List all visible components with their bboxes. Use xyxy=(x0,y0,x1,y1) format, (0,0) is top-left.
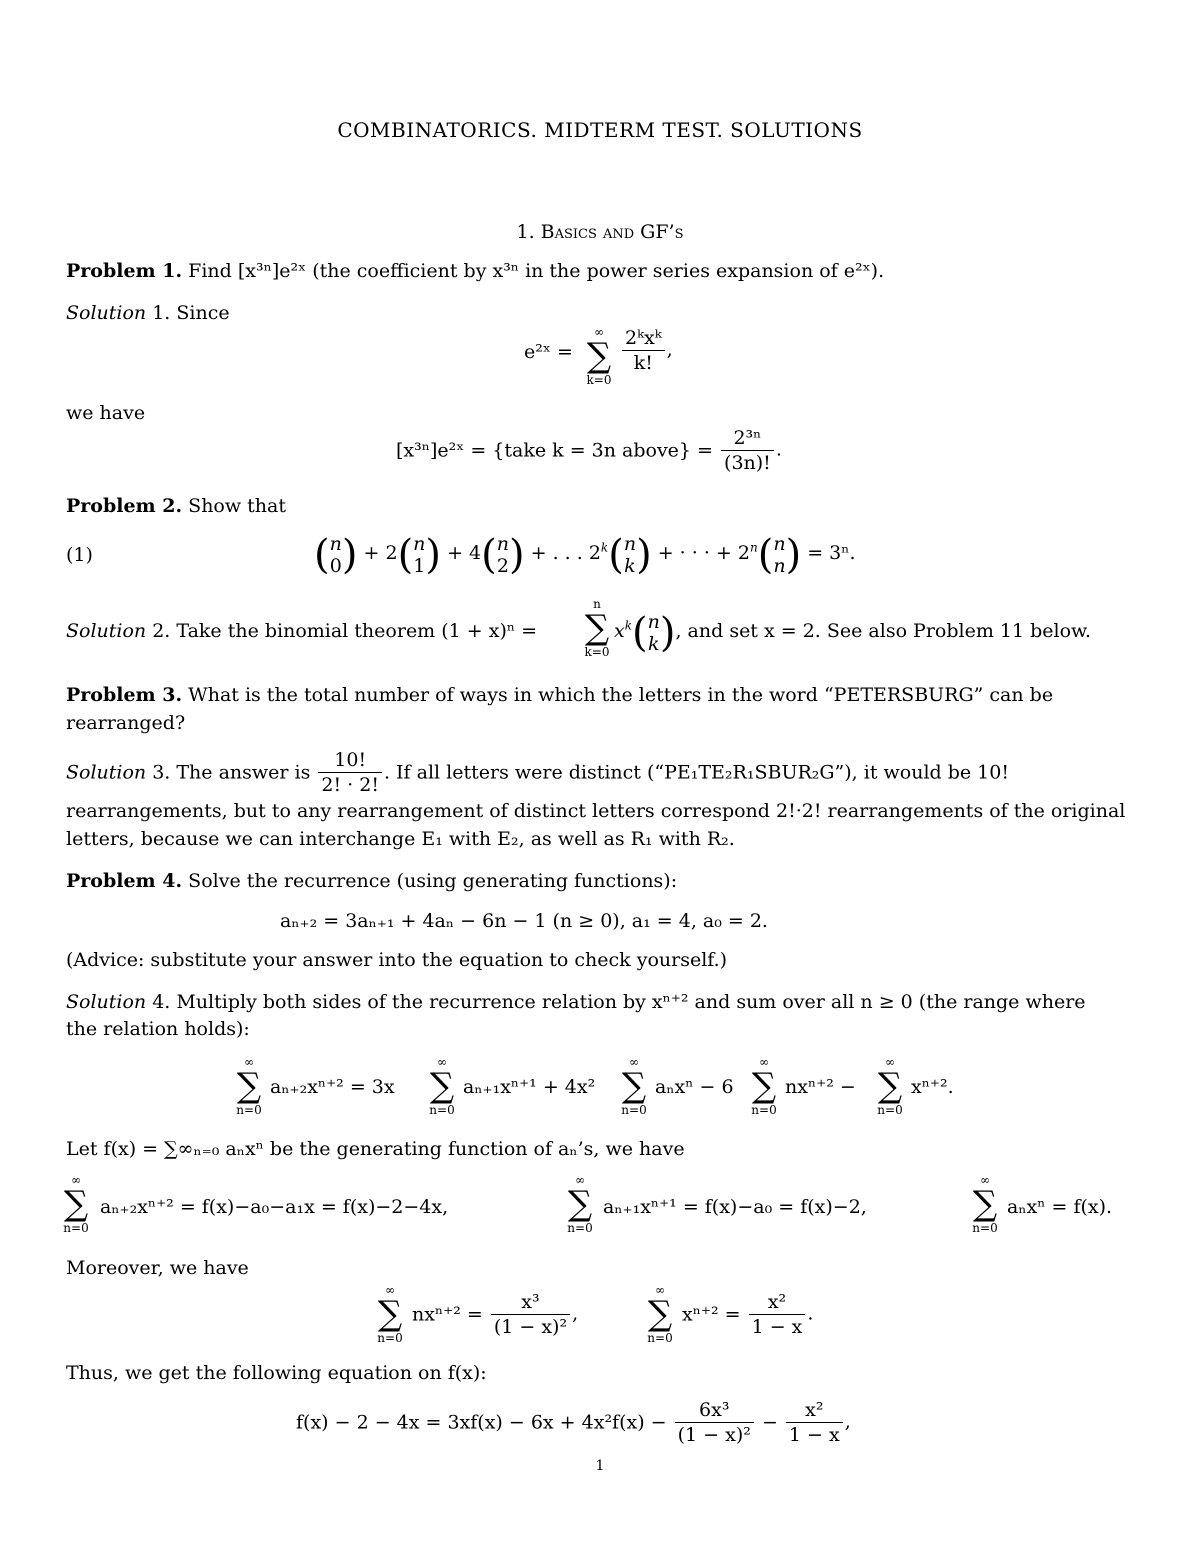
problem-1-text: Find [x³ⁿ]e²ˣ (the coefficient by x³ⁿ in the power series expansion of e²ˣ). xyxy=(188,260,885,282)
moreover-text: Moreover, we have xyxy=(66,1257,249,1279)
problem-3-cont: rearranged? xyxy=(66,712,186,734)
sum-symbol: ∞ ∑ n=0 xyxy=(567,1173,593,1235)
problem-2: Problem 2. Show that xyxy=(66,495,287,517)
recurrence-equation: aₙ₊₂ = 3aₙ₊₁ + 4aₙ − 6n − 1 (n ≥ 0), a₁ = 4, a₀ = 2. xyxy=(280,910,768,932)
thus-text: Thus, we get the following equation on f(x): xyxy=(66,1362,487,1384)
solution-label: Solution xyxy=(66,302,147,324)
sum-symbol: ∞ ∑ n=0 xyxy=(377,1283,403,1345)
sum-symbol: n ∑ k=0 xyxy=(584,597,610,659)
sum-symbol: ∞ ∑ n=0 xyxy=(236,1055,262,1117)
sum-symbol: ∞ ∑ n=0 xyxy=(647,1283,673,1345)
sum-symbol: ∞ ∑ n=0 xyxy=(877,1055,903,1117)
solution-4: Solution 4. Multiply both sides of the recurrence relation by xⁿ⁺² and sum over all n ≥ 0 (the range where xyxy=(66,991,1086,1013)
moreover-eq-1: nxⁿ⁺² = $\frac{\text{x³}}{\text{(1 − x)²}}$ , xyxy=(412,1291,579,1338)
sum-identity-2: aₙ₊₁xⁿ⁺¹ = f(x)−a₀ = f(x)−2, xyxy=(603,1196,867,1218)
solution-3-line2: rearrangements, but to any rearrangement of distinct letters correspond 2!·2! rearrangements of the original xyxy=(66,800,1126,822)
sum-identity-3: aₙxⁿ = f(x). xyxy=(1007,1196,1113,1218)
we-have-text: we have xyxy=(66,402,146,424)
solution-1-intro: Solution 1. Since xyxy=(66,302,230,324)
final-equation: f(x) − 2 − 4x = 3xf(x) − 6x + 4x²f(x) − $\frac{\text{6x³}}{\text{(1 − x)²}}$ − $\frac{\text{x²}}{1 - x}$ , xyxy=(296,1399,851,1446)
binomial-term: $x^k(n$ k), and set x = 2. See also Problem 11 below. xyxy=(614,610,1092,656)
solution-3: Solution 3. The answer is $\frac{10!}{2! \cdot 2!}$ . If all letters were distinct (“PE₁TE₂R₁SBUR₂G”), it would be 10! xyxy=(66,749,1009,796)
sum-term: aₙ₊₁xⁿ⁺¹ + 4x² xyxy=(463,1076,596,1098)
sum-symbol: ∞ ∑ n=0 xyxy=(63,1173,89,1235)
sum-symbol: ∞ ∑ n=0 xyxy=(751,1055,777,1117)
sum-symbol: ∞ ∑ k=0 xyxy=(586,325,612,387)
sum-symbol: ∞ ∑ n=0 xyxy=(972,1173,998,1235)
problem-1 xyxy=(66,259,884,283)
solution-3-line3: letters, because we can interchange E₁ with E₂, as well as R₁ with R₂. xyxy=(66,828,735,850)
equation-number: (1) xyxy=(66,544,93,566)
sum-term: xⁿ⁺². xyxy=(911,1076,954,1098)
moreover-eq-2: xⁿ⁺² = $\frac{\text{x²}}{1 - x}$ . xyxy=(682,1291,814,1338)
problem-2-label: Problem 2. xyxy=(66,495,183,517)
fraction-exp: $\frac{\text{2ᵏxᵏ}}{k!}$ , xyxy=(620,326,673,375)
solution-4-cont: the relation holds): xyxy=(66,1018,250,1040)
sum-term: nxⁿ⁺² − xyxy=(785,1076,856,1098)
problem-3: Problem 3. What is the total number of ways in which the letters in the word “PETERSBURG” can be xyxy=(66,684,1054,706)
binomial-identity: (n 0) + 2(n 1) + 4(n 2) + . . . 2$^k$(n k) + · · · + $2^n(n$ n) = 3ⁿ. xyxy=(314,532,856,578)
problem-4: Problem 4. Solve the recurrence (using generating functions): xyxy=(66,870,678,892)
solution-2: Solution 2. Take the binomial theorem (1 + x)ⁿ = xyxy=(66,620,538,642)
sum-term: aₙxⁿ − 6 xyxy=(655,1076,734,1098)
equation-exp: e²ˣ = xyxy=(524,341,573,363)
problem-1-label: Problem 1. xyxy=(66,260,183,282)
page-title: COMBINATORICS. MIDTERM TEST. SOLUTIONS xyxy=(337,118,863,142)
page-number: 1 xyxy=(595,1458,605,1474)
sum-symbol: ∞ ∑ n=0 xyxy=(621,1055,647,1117)
sum-identity-1: aₙ₊₂xⁿ⁺² = f(x)−a₀−a₁x = f(x)−2−4x, xyxy=(100,1196,449,1218)
let-line: Let f(x) = ∑∞ₙ₌₀ aₙxⁿ be the generating function of aₙ’s, we have xyxy=(66,1138,685,1160)
sum-symbol: ∞ ∑ n=0 xyxy=(429,1055,455,1117)
advice-text: (Advice: substitute your answer into the equation to check yourself.) xyxy=(66,949,728,971)
equation-coefficient: [x³ⁿ]e²ˣ = {take k = 3n above} = $\frac{\text{2³ⁿ}}{(3n)!}$ . xyxy=(396,427,782,474)
sum-term: aₙ₊₂xⁿ⁺² = 3x xyxy=(270,1076,395,1098)
section-heading: 1. Basics and GF’s xyxy=(516,221,684,243)
